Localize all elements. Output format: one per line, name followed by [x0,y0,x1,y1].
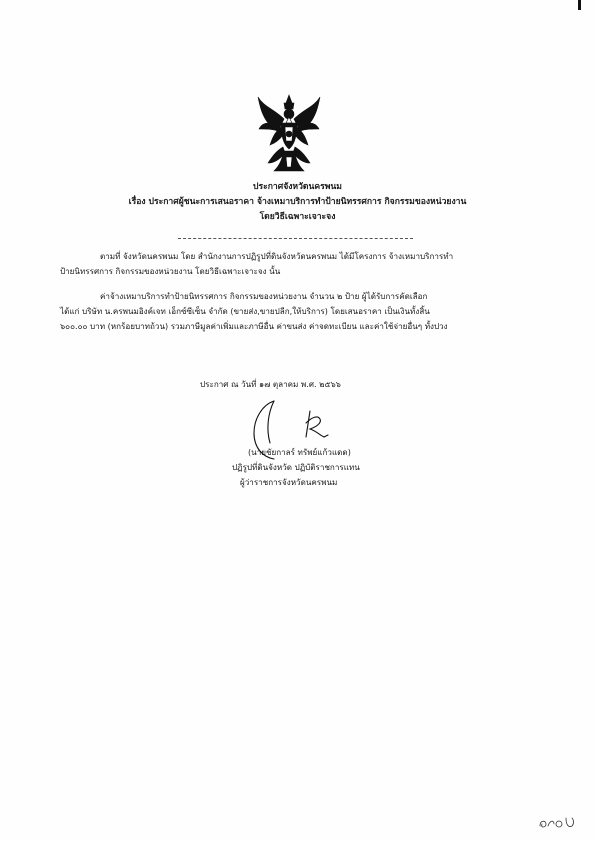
document-subject: เรื่อง ประกาศผู้ชนะการเสนอราคา จ้างเหมาบริการทำป้ายนิทรรศการ กิจกรรมของหน่วยงาน [128,197,467,207]
announcement-date: ประกาศ ณ วันที่ ๑๗ ตุลาคม พ.ศ. ๒๕๖๖ [200,379,341,389]
handwritten-page-number [536,812,580,832]
paragraph-2-line-1: ค่าจ้างเหมาบริการทำป้ายนิทรรศการ กิจกรรมของหน่วยงาน จำนวน ๒ ป้าย ผู้ได้รับการคัดเลือก [100,291,428,301]
garuda-emblem-icon [256,93,322,173]
divider [178,238,413,239]
signatory-position-line-1: ปฏิรูปที่ดินจังหวัด ปฏิบัติราชการแทน [232,462,360,472]
paragraph-2-line-2: ได้แก่ บริษัท น.ครพนมอิงค์เจท เอ็กซ์ซีเซ็น จำกัด (ขายส่ง,ขายปลีก,ให้บริการ) โดยเสนอราคา เป็นเงินทั้งสิ้น [60,306,430,316]
signatory-name: (นายชัยกาลร์ ทรัพย์แก้วแดด) [248,447,351,457]
signatory-position-line-2: ผู้ว่าราชการจังหวัดนครพนม [240,477,338,487]
document-title: ประกาศจังหวัดนครพนม [253,182,342,192]
paragraph-1-line-2: ป้ายนิทรรศการ กิจกรรมของหน่วยงาน โดยวิธีเฉพาะเจาะจง นั้น [60,266,281,276]
procurement-method: โดยวิธีเฉพาะเจาะจง [259,212,336,222]
paragraph-2-line-3: ๖๐๐.๐๐ บาท (หกร้อยบาทถ้วน) รวมภาษีมูลค่าเพิ่มและภาษีอื่น ค่าขนส่ง ค่าจดทะเบียน และค่าใช้จ่ายอื่นๆ ทั้งปวง [60,321,448,331]
scan-edge-mark [578,0,581,10]
paragraph-1-line-1: ตามที่ จังหวัดนครพนม โดย สำนักงานการปฏิรูปที่ดินจังหวัดนครพนม ได้มีโครงการ จ้างเหมาบริการทำ [100,251,454,261]
